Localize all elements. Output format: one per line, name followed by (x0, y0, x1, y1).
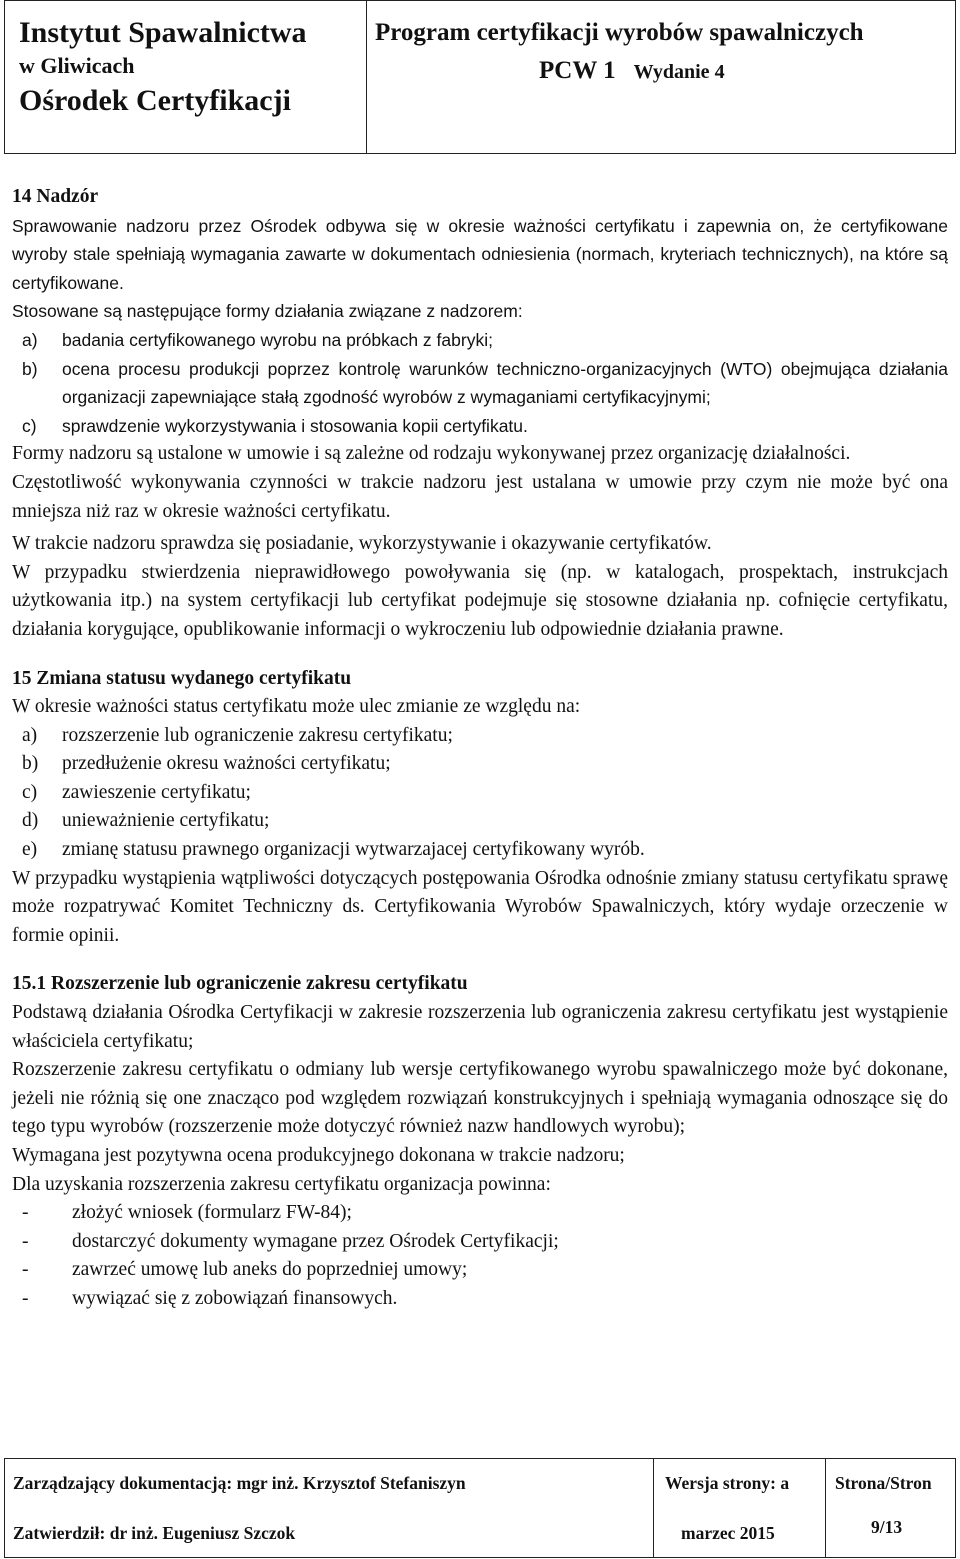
section-14-paragraph-3: Formy nadzoru są ustalone w umowie i są zależne od rodzaju wykonywanej przez organizację działalności. (12, 443, 851, 465)
section-15-intro: W okresie ważności status certyfikatu może ulec zmianie ze względu na: (12, 696, 581, 718)
list-item (12, 1228, 948, 1257)
list-item (12, 412, 948, 441)
program-code-row (375, 57, 955, 85)
section-15-1-title: 15.1 Rozszerzenie lub ograniczenie zakresu certyfikatu (12, 973, 468, 995)
page-version: Wersja strony: a (665, 1473, 790, 1493)
edition-label: Wydanie 4 (633, 61, 725, 83)
list-item-text: zawrzeć umowę lub aneks do poprzedniej umowy; (72, 1259, 468, 1281)
list-item (12, 722, 948, 751)
document-header (4, 0, 956, 154)
list-item (12, 779, 948, 808)
section-14-paragraph-2: Stosowane są następujące formy działania związane z nadzorem: (12, 301, 523, 322)
section-14-paragraph-4: Częstotliwość wykonywania czynności w trakcie nadzoru jest ustalana w umowie przy czym nie może być ona mniejsza niż raz w okresie ważności certyfikatu. (12, 471, 948, 522)
list-marker: b) (22, 753, 39, 775)
page-label: Strona/Stron (835, 1473, 932, 1493)
section-14-title: 14 Nadzór (12, 186, 99, 207)
list-item-text: przedłużenie okresu ważności certyfikatu; (62, 753, 391, 775)
list-item (12, 836, 948, 865)
institute-city: w Gliwicach (19, 53, 135, 78)
department-name: Ośrodek Certyfikacji (19, 84, 291, 117)
page-content (12, 183, 948, 1314)
section-15-1-paragraph-2: Rozszerzenie zakresu certyfikatu o odmiany lub wersje certyfikowanego wyrobu spawalniczego może być dokonane, jeżeli nie różnią się one znacząco pod względem rozwiązań konstrukcyjnych i spełniają wymagania odnoszące się do tego typu wyrobów (rozszerzenie może dotyczyć również nazw handlowych wyrobu); (12, 1059, 948, 1138)
list-item (12, 1285, 948, 1314)
list-marker: b) (22, 358, 38, 379)
list-item (12, 355, 948, 412)
list-item-text: unieważnienie certyfikatu; (62, 810, 270, 832)
list-marker: - (22, 1230, 29, 1252)
list-item-text: dostarczyć dokumenty wymagane przez Ośrodek Certyfikacji; (72, 1230, 559, 1252)
program-code: PCW 1 (539, 57, 616, 84)
list-item (12, 807, 948, 836)
list-item-text: sprawdzenie wykorzystywania i stosowania kopii certyfikatu. (62, 415, 528, 436)
section-15-1-paragraph-3: Wymagana jest pozytywna ocena produkcyjnego dokonana w trakcie nadzoru; (12, 1145, 625, 1166)
approved-by: Zatwierdził: dr inż. Eugeniusz Szczok (13, 1523, 296, 1543)
section-14-paragraph-1: Sprawowanie nadzoru przez Ośrodek odbywa się w okresie ważności certyfikatu i zapewnia on, że certyfikowane wyroby stale spełniają wymagania zawarte w dokumentach odniesienia (normach, kryteriach technicznych), na które są certyfikowane. (12, 215, 948, 293)
page-number: 9/13 (871, 1517, 903, 1537)
list-item-text: zawieszenie certyfikatu; (62, 781, 251, 803)
section-15-title: 15 Zmiana statusu wydanego certyfikatu (12, 667, 352, 689)
list-marker: - (22, 1287, 29, 1309)
section-14-paragraph-5: W trakcie nadzoru sprawdza się posiadanie, wykorzystywanie i okazywanie certyfikatów. (12, 533, 712, 555)
issue-date: marzec 2015 (681, 1523, 775, 1543)
document-manager: Zarządzający dokumentacją: mgr inż. Krzysztof Stefaniszyn (13, 1473, 466, 1493)
institute-block (5, 1, 367, 153)
program-title: Program certyfikacji wyrobów spawalniczych (375, 19, 864, 46)
section-15-1-paragraph-1: Podstawą działania Ośrodka Certyfikacji w zakresie rozszerzenia lub ograniczenia zakresu certyfikatu jest wystąpienie właściciela certyfikatu; (12, 1002, 948, 1052)
list-item-text: zmianę statusu prawnego organizacji wytwarzajacej certyfikowany wyrób. (62, 839, 645, 861)
list-item (12, 326, 948, 355)
list-item (12, 1199, 948, 1228)
section-15-paragraph-2: W przypadku wystąpienia wątpliwości dotyczących postępowania Ośrodka odnośnie zmiany statusu certyfikatu sprawę może rozpatrywać Komitet Techniczny ds. Certyfikowania Wyrobów Spawalniczych, który wydaje orzeczenie w formie opinii. (12, 867, 948, 946)
list-item-text: badania certyfikowanego wyrobu na próbkach z fabryki; (62, 329, 493, 350)
list-item-text: rozszerzenie lub ograniczenie zakresu certyfikatu; (62, 724, 453, 746)
document-footer (4, 1458, 956, 1558)
section-14-paragraph-6: W przypadku stwierdzenia nieprawidłowego powoływania się (np. w katalogach, prospektach, instrukcjach użytkowania itp.) na system certyfikacji lub certyfikat podejmuje się stosowne działania np. cofnięcie certyfikatu, działania korygujące, opublikowanie informacji o wykroczeniu lub odpowiednie działania prawne. (12, 561, 948, 640)
section-15-1-paragraph-4: Dla uzyskania rozszerzenia zakresu certyfikatu organizacja powinna: (12, 1173, 551, 1195)
list-item (12, 750, 948, 779)
section-14-forms-list (12, 326, 948, 440)
institute-name: Instytut Spawalnictwa (19, 16, 307, 49)
list-marker: c) (22, 781, 38, 803)
section-15-status-list (12, 722, 948, 865)
list-marker: d) (22, 810, 39, 832)
list-marker: c) (22, 415, 37, 436)
list-item-text: ocena procesu produkcji poprzez kontrolę warunków techniczno-organizacyjnych (WTO) obejmująca działania organizacji zapewniające stałą zgodność wyrobów z wymaganiami certyfikacyjnymi; (62, 358, 948, 408)
section-15-1-requirements-list (12, 1199, 948, 1313)
list-marker: a) (22, 724, 38, 746)
list-marker: - (22, 1259, 29, 1281)
program-block (367, 1, 955, 153)
list-marker: - (22, 1202, 29, 1224)
list-item-text: złożyć wniosek (formularz FW-84); (72, 1202, 352, 1224)
list-marker: e) (22, 839, 38, 861)
list-marker: a) (22, 329, 38, 350)
list-item-text: wywiązać się z zobowiązań finansowych. (72, 1287, 398, 1309)
list-item (12, 1256, 948, 1285)
